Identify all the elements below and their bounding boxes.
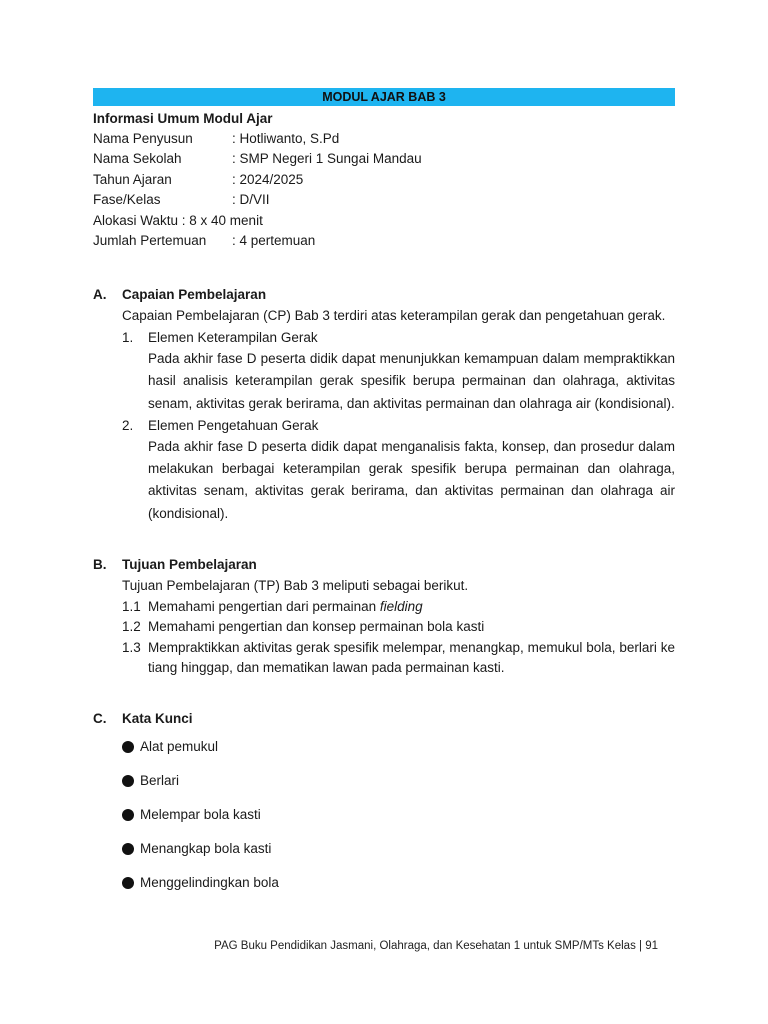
- bullet-item: [122, 771, 675, 791]
- document-page: [93, 88, 675, 893]
- module-title: MODUL AJAR BAB 3: [93, 88, 675, 106]
- info-value: : 2024/2025: [232, 171, 304, 187]
- item-number: 1.2: [122, 619, 141, 635]
- item-number: 1.: [122, 329, 134, 345]
- item-text: Memahami pengertian dan konsep permainan bola kasti: [148, 619, 485, 635]
- info-row-fase: [93, 190, 675, 210]
- section-heading: [93, 285, 675, 305]
- list-item: [122, 327, 675, 348]
- item-number: 1.1: [122, 598, 141, 614]
- bullet-text: Menggelindingkan bola: [140, 874, 279, 890]
- info-heading: Informasi Umum Modul Ajar: [93, 111, 273, 126]
- section-intro: Tujuan Pembelajaran (TP) Bab 3 meliputi sebagai berikut.: [122, 578, 469, 594]
- info-value: : SMP Negeri 1 Sungai Mandau: [232, 151, 422, 167]
- item-text-italic: fielding: [379, 598, 423, 614]
- info-row-pertemuan: [93, 231, 675, 251]
- info-row-tahun: [93, 170, 675, 190]
- page-footer: PAG Buku Pendidikan Jasmani, Olahraga, dan Kesehatan 1 untuk SMP/MTs Kelas | 91: [214, 940, 658, 952]
- list-item: [122, 415, 675, 436]
- bullet-icon: [122, 741, 134, 753]
- info-label: Nama Sekolah: [93, 151, 182, 167]
- info-label: Jumlah Pertemuan: [93, 233, 207, 249]
- section-heading: [93, 555, 675, 575]
- list-item: [122, 597, 675, 618]
- section-title: Tujuan Pembelajaran: [122, 557, 257, 573]
- info-row-penyusun: [93, 129, 675, 149]
- item-text-main: Memahami pengertian dari permainan: [148, 598, 380, 614]
- section-intro: Capaian Pembelajaran (CP) Bab 3 terdiri atas keterampilan gerak dan pengetahuan gerak.: [122, 308, 666, 324]
- item-text: Pada akhir fase D peserta didik dapat menganalisis fakta, konsep, dan prosedur dalam melakukan berbagai keterampilan gerak spesifik berupa permainan dan olahraga, aktivitas senam, aktivitas gerak berirama, dan aktivitas permainan dan olahraga air (kondisional).: [148, 438, 675, 521]
- info-value: : D/VII: [232, 192, 270, 208]
- info-label: Fase/Kelas: [93, 192, 161, 208]
- bullet-item: [122, 805, 675, 825]
- section-heading: [93, 709, 675, 729]
- item-text: Mempraktikkan aktivitas gerak spesifik melempar, menangkap, memukul bola, berlari ke tiang hinggap, dan mematikan lawan pada permainan kasti.: [148, 639, 675, 676]
- info-label: Tahun Ajaran: [93, 171, 172, 187]
- bullet-item: [122, 839, 675, 859]
- section-tujuan: [93, 555, 675, 679]
- info-row-sekolah: [93, 149, 675, 169]
- item-text: [148, 597, 675, 618]
- bullet-text: Alat pemukul: [140, 738, 219, 754]
- bullet-text: Melempar bola kasti: [140, 806, 261, 822]
- item-number: 2.: [122, 417, 134, 433]
- bullet-item: [122, 737, 675, 757]
- info-alokasi: Alokasi Waktu : 8 x 40 menit: [93, 212, 263, 228]
- info-value: : Hotliwanto, S.Pd: [232, 131, 340, 146]
- bullet-icon: [122, 809, 134, 821]
- bullet-text: Berlari: [140, 772, 180, 788]
- section-letter: C.: [93, 710, 107, 726]
- item-number: 1.3: [122, 639, 141, 655]
- list-item: [122, 638, 675, 679]
- section-letter: B.: [93, 557, 107, 573]
- bullet-icon: [122, 775, 134, 787]
- section-title: Kata Kunci: [122, 710, 193, 726]
- info-label: Nama Penyusun: [93, 131, 193, 146]
- bullet-icon: [122, 843, 134, 855]
- bullet-icon: [122, 877, 134, 889]
- list-item: [122, 617, 675, 638]
- section-title: Capaian Pembelajaran: [122, 287, 267, 303]
- bullet-text: Menangkap bola kasti: [140, 840, 272, 856]
- info-value: : 4 pertemuan: [232, 233, 316, 249]
- item-title: Elemen Keterampilan Gerak: [148, 329, 318, 345]
- item-title: Elemen Pengetahuan Gerak: [148, 417, 319, 433]
- bullet-item: [122, 873, 675, 893]
- item-text: Pada akhir fase D peserta didik dapat menunjukkan kemampuan dalam mempraktikkan hasil analisis keterampilan gerak spesifik berupa permainan dan olahraga, aktivitas senam, aktivitas gerak berirama, dan aktivitas permainan dan olahraga air (kondisional).: [148, 350, 675, 411]
- section-kata-kunci: [93, 709, 675, 893]
- section-letter: A.: [93, 287, 107, 303]
- section-capaian: [93, 285, 675, 525]
